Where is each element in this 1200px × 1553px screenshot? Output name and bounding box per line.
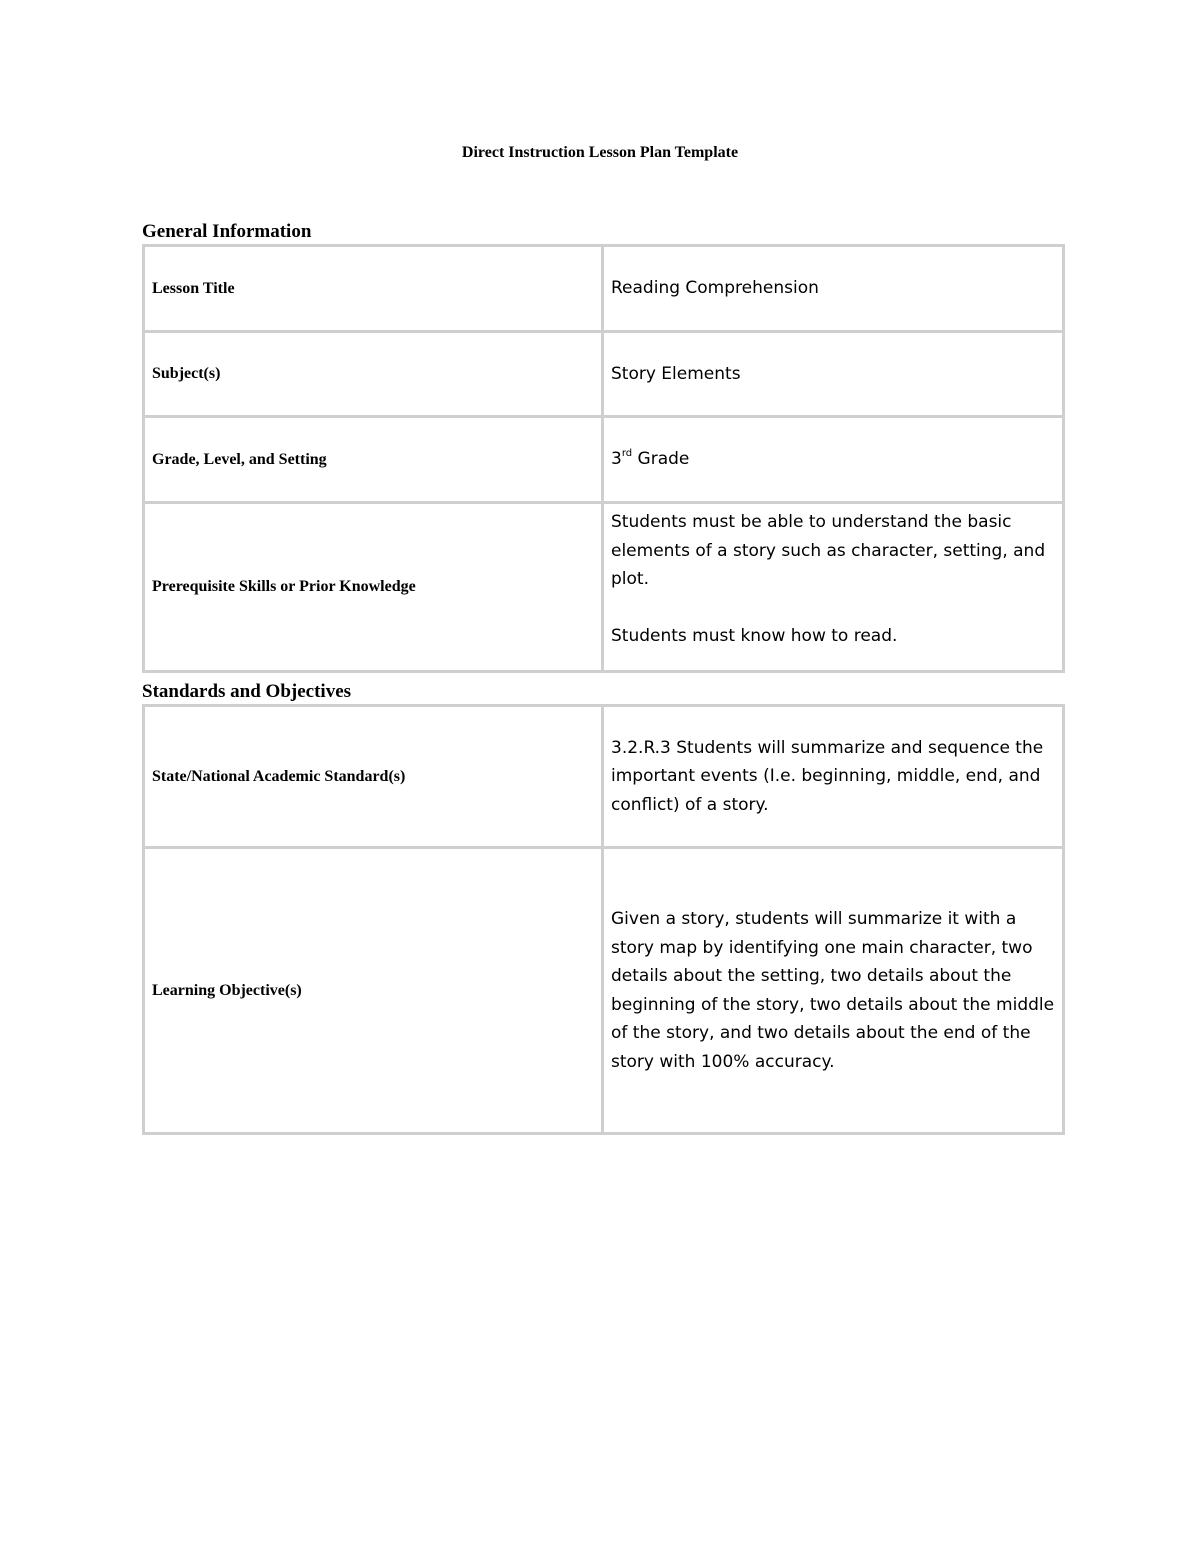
prerequisite-skills-label: Prerequisite Skills or Prior Knowledge — [144, 503, 603, 672]
grade-ordinal-suffix: rd — [621, 448, 633, 460]
table-row — [144, 706, 1064, 848]
grade-word: Grade — [632, 449, 690, 470]
lesson-title-value: Reading Comprehension — [603, 246, 1064, 332]
grade-level-setting-value — [603, 417, 1064, 503]
grade-level-setting-label: Grade, Level, and Setting — [144, 417, 603, 503]
section-heading-general-information: General Information — [142, 221, 312, 242]
document-title: Direct Instruction Lesson Plan Template — [461, 144, 739, 161]
grade-number: 3 — [611, 449, 622, 470]
subject-value: Story Elements — [603, 332, 1064, 417]
table-row — [144, 417, 1064, 503]
learning-objective-label: Learning Objective(s) — [144, 848, 603, 1134]
subject-label: Subject(s) — [144, 332, 603, 417]
section-heading-standards-and-objectives: Standards and Objectives — [142, 681, 352, 702]
table-row — [144, 503, 1064, 672]
general-information-table — [142, 244, 1065, 673]
prerequisite-skills-value — [603, 503, 1064, 672]
table-row — [144, 246, 1064, 332]
table-row — [144, 332, 1064, 417]
prerequisite-paragraph: Students must know how to read. — [611, 625, 898, 646]
academic-standard-label: State/National Academic Standard(s) — [144, 706, 603, 848]
learning-objective-value: Given a story, students will summarize it with a story map by identifying one main character, two details about the setting, two details about the beginning of the story, two details about the middle of the story, and two details about the end of the story with 100% accuracy. — [603, 848, 1064, 1134]
lesson-title-label: Lesson Title — [144, 246, 603, 332]
academic-standard-value: 3.2.R.3 Students will summarize and sequence the important events (I.e. beginning, middle, end, and conflict) of a story. — [603, 706, 1064, 848]
standards-objectives-table — [142, 704, 1065, 1135]
table-row — [144, 848, 1064, 1134]
prerequisite-paragraph: Students must be able to understand the basic elements of a story such as character, setting, and plot. — [611, 512, 1046, 589]
